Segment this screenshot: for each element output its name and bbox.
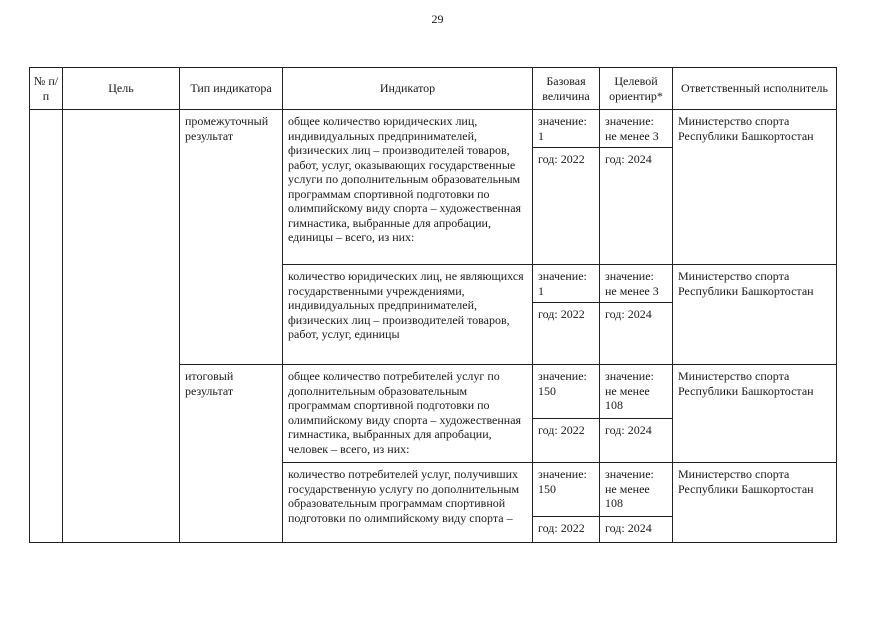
responsible: Министерство спорта Республики Башкортостан bbox=[673, 365, 837, 463]
header-num: № п/п bbox=[30, 68, 63, 110]
target-year: год: 2024 bbox=[600, 303, 673, 365]
header-row bbox=[30, 68, 837, 110]
target-year: год: 2024 bbox=[600, 148, 673, 265]
base-year: год: 2022 bbox=[533, 517, 600, 543]
responsible: Министерство спорта Республики Башкортостан bbox=[673, 110, 837, 265]
num-cell bbox=[30, 110, 63, 543]
base-year: год: 2022 bbox=[533, 419, 600, 463]
base-value: значение: 1 bbox=[533, 265, 600, 303]
header-base: Базовая величина bbox=[533, 68, 600, 110]
base-year: год: 2022 bbox=[533, 303, 600, 365]
indicator-text: количество потребителей услуг, получивших государственную услугу по дополнительным образовательным программам спортивной подготовки по олимпийскому виду спорта – bbox=[283, 463, 533, 543]
indicators-table bbox=[29, 67, 837, 543]
indicator-type: итоговый результат bbox=[180, 365, 283, 543]
target-year: год: 2024 bbox=[600, 517, 673, 543]
target-year: год: 2024 bbox=[600, 419, 673, 463]
header-type: Тип индикатора bbox=[180, 68, 283, 110]
target-value: значение: не менее 3 bbox=[600, 265, 673, 303]
indicator-type: промежуточный результат bbox=[180, 110, 283, 365]
responsible: Министерство спорта Республики Башкортостан bbox=[673, 265, 837, 365]
indicator-text: количество юридических лиц, не являющихся государственными учреждениями, индивидуальных предпринимателей, физических лиц – производителей товаров, работ, услуг, единицы bbox=[283, 265, 533, 365]
base-value: значение: 150 bbox=[533, 463, 600, 517]
target-value: значение: не менее 108 bbox=[600, 463, 673, 517]
header-target: Целевой ориентир* bbox=[600, 68, 673, 110]
goal-cell bbox=[63, 110, 180, 543]
header-indicator: Индикатор bbox=[283, 68, 533, 110]
target-value: значение: не менее 108 bbox=[600, 365, 673, 419]
indicator-text: общее количество потребителей услуг по дополнительным образовательным программам спортивной подготовки по олимпийскому виду спорта – художественная гимнастика, выбранных для апробации, человек – всего, из них: bbox=[283, 365, 533, 463]
target-value: значение: не менее 3 bbox=[600, 110, 673, 148]
header-goal: Цель bbox=[63, 68, 180, 110]
page-number: 29 bbox=[431, 12, 444, 26]
table-row bbox=[30, 110, 837, 148]
base-value: значение: 1 bbox=[533, 110, 600, 148]
base-year: год: 2022 bbox=[533, 148, 600, 265]
header-responsible: Ответственный исполнитель bbox=[673, 68, 837, 110]
responsible: Министерство спорта Республики Башкортостан bbox=[673, 463, 837, 543]
base-value: значение: 150 bbox=[533, 365, 600, 419]
indicator-text: общее количество юридических лиц, индивидуальных предпринимателей, физических лиц – производителей товаров, работ, услуг, оказывающих государственные услуги по дополнительным образовательным программам спортивной подготовки по олимпийскому виду спорта – художественная гимнастика, выбранные для апробации, единицы – всего, из них: bbox=[283, 110, 533, 265]
